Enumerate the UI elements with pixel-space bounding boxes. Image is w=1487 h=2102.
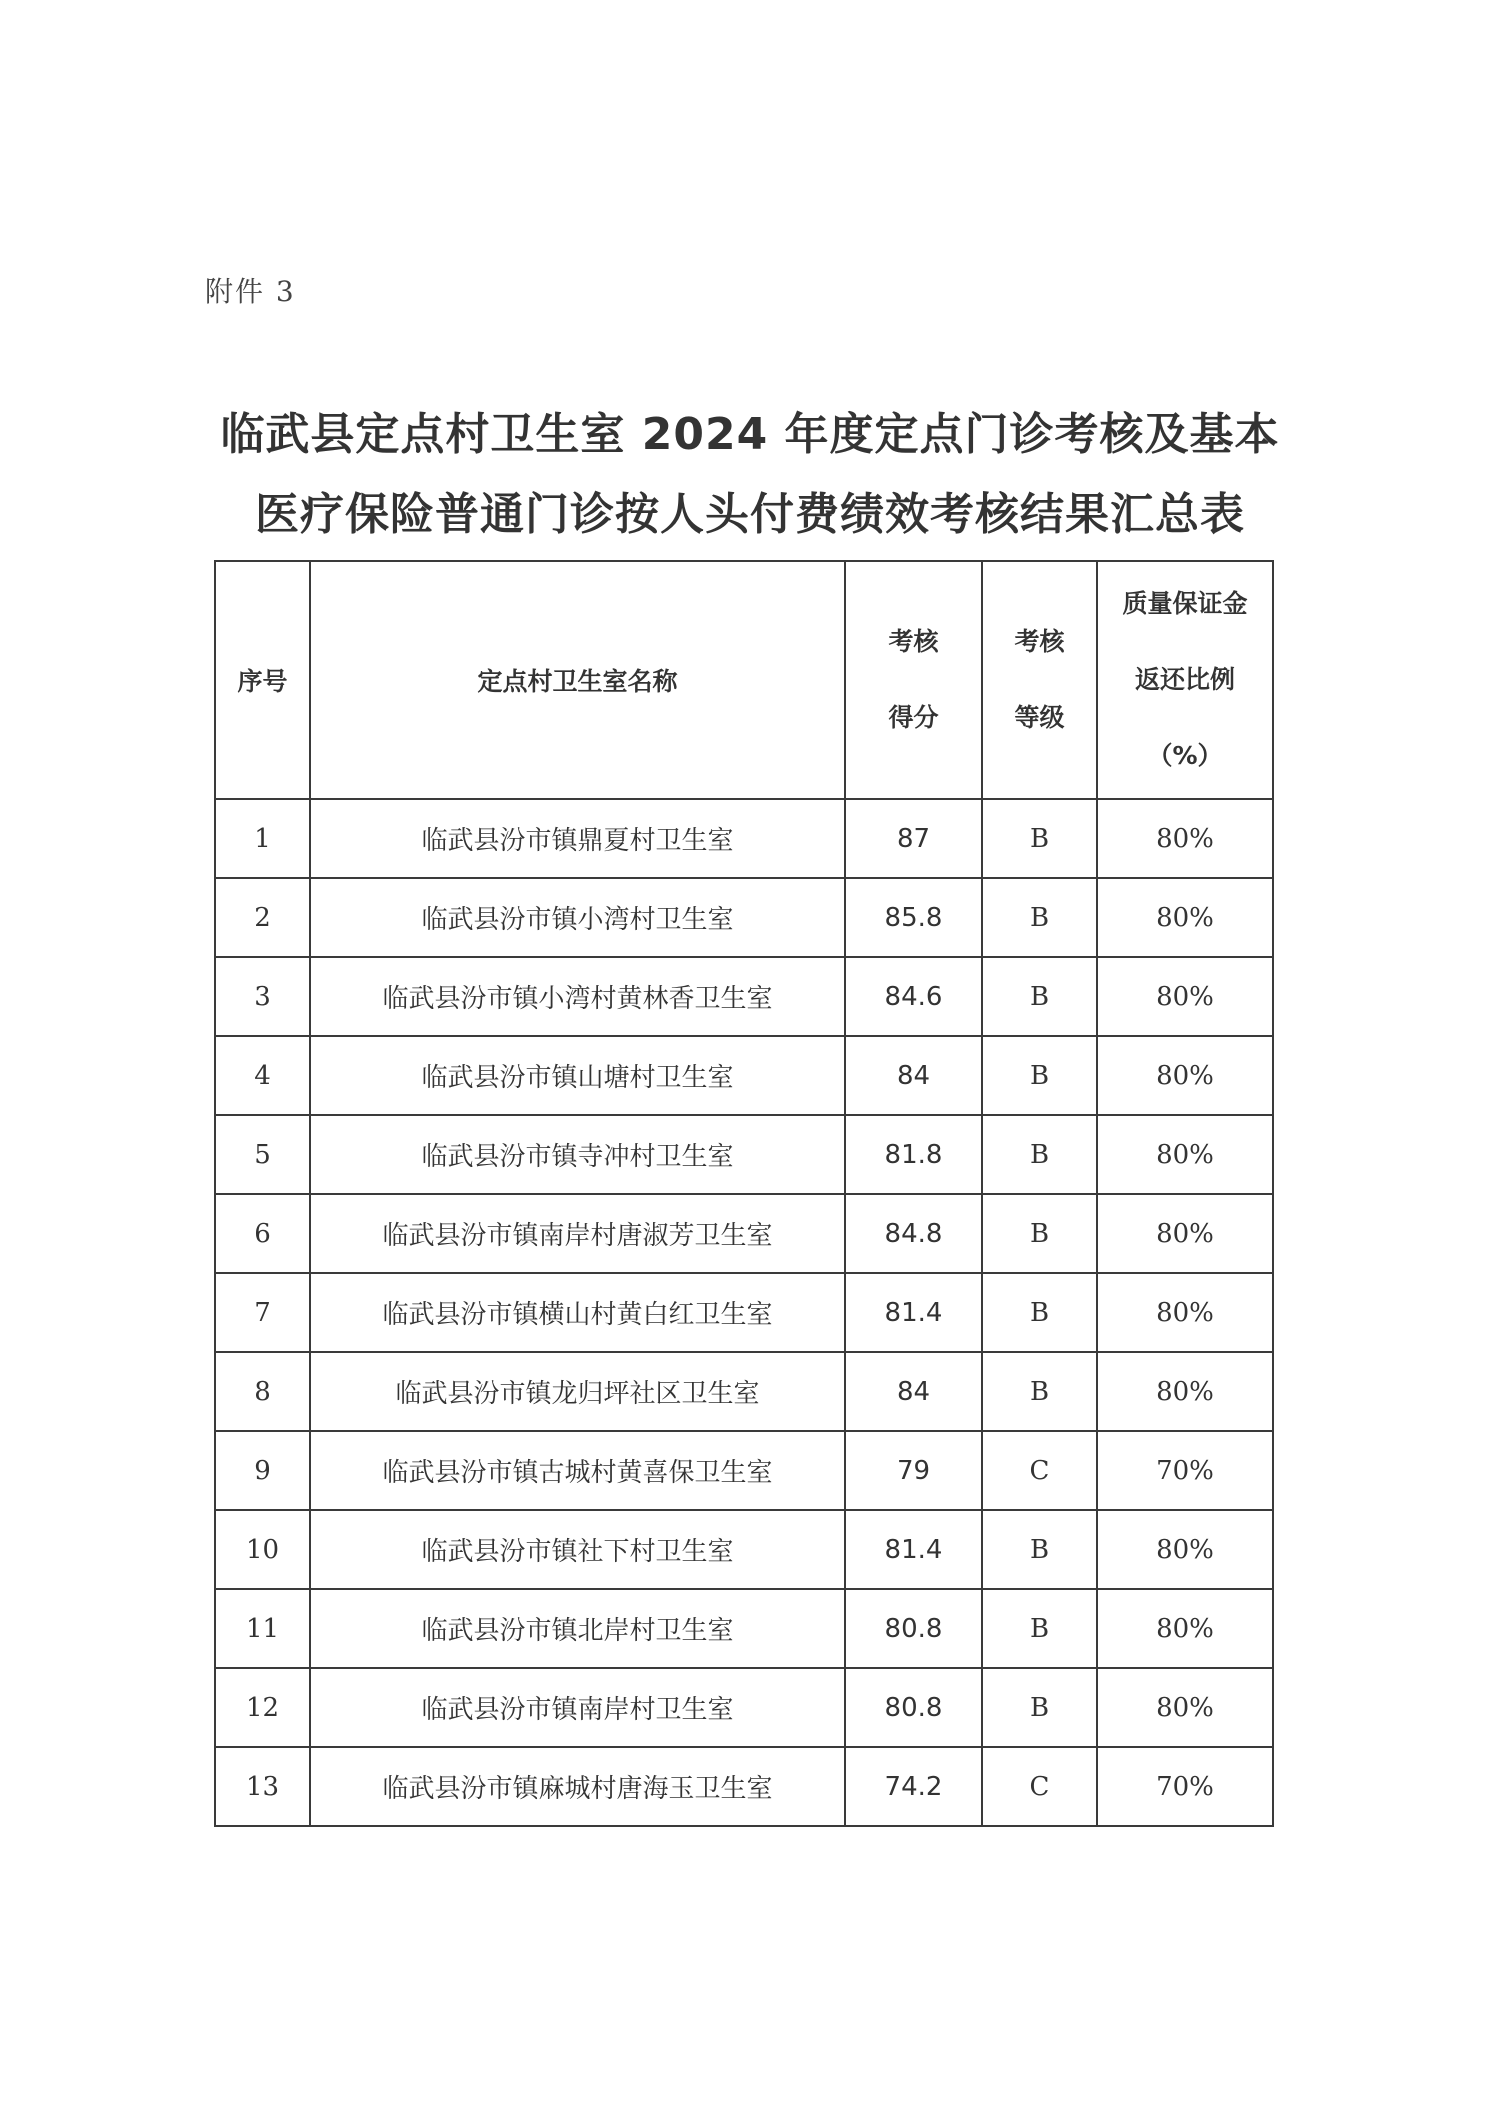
row-index: 5 xyxy=(215,1115,310,1194)
row-grade: B xyxy=(982,1352,1097,1431)
row-grade: B xyxy=(982,957,1097,1036)
row-index: 13 xyxy=(215,1747,310,1826)
row-clinic-name: 临武县汾市镇龙归坪社区卫生室 xyxy=(310,1352,845,1431)
row-grade: B xyxy=(982,799,1097,878)
header-ratio-line-2: 返还比例 xyxy=(1134,665,1235,694)
row-clinic-name: 临武县汾市镇小湾村黄林香卫生室 xyxy=(310,957,845,1036)
table-row xyxy=(215,1115,1273,1194)
document-title-line-2: 医疗保险普通门诊按人头付费绩效考核结果汇总表 xyxy=(255,489,1245,540)
header-ratio-line-3: （%） xyxy=(1147,741,1223,770)
row-grade: B xyxy=(982,1273,1097,1352)
header-ratio xyxy=(1097,561,1273,799)
results-table xyxy=(214,560,1274,1827)
row-ratio: 80% xyxy=(1097,1668,1273,1747)
header-name-label: 定点村卫生室名称 xyxy=(477,667,678,696)
row-score: 79 xyxy=(845,1431,982,1510)
row-score: 80.8 xyxy=(845,1668,982,1747)
row-score: 74.2 xyxy=(845,1747,982,1826)
row-score: 85.8 xyxy=(845,878,982,957)
row-score: 84.6 xyxy=(845,957,982,1036)
header-grade xyxy=(982,561,1097,799)
row-clinic-name: 临武县汾市镇山塘村卫生室 xyxy=(310,1036,845,1115)
row-index: 8 xyxy=(215,1352,310,1431)
row-score: 80.8 xyxy=(845,1589,982,1668)
row-index: 3 xyxy=(215,957,310,1036)
row-clinic-name: 临武县汾市镇寺冲村卫生室 xyxy=(310,1115,845,1194)
row-score: 84 xyxy=(845,1352,982,1431)
table-row xyxy=(215,799,1273,878)
row-ratio: 80% xyxy=(1097,957,1273,1036)
row-score: 81.8 xyxy=(845,1115,982,1194)
row-clinic-name: 临武县汾市镇社下村卫生室 xyxy=(310,1510,845,1589)
document-title-line-1: 临武县定点村卫生室 2024 年度定点门诊考核及基本 xyxy=(220,409,1280,460)
row-ratio: 80% xyxy=(1097,1115,1273,1194)
header-grade-line-2: 等级 xyxy=(1014,703,1065,732)
table-row xyxy=(215,1510,1273,1589)
row-clinic-name: 临武县汾市镇横山村黄白红卫生室 xyxy=(310,1273,845,1352)
row-score: 84 xyxy=(845,1036,982,1115)
row-index: 11 xyxy=(215,1589,310,1668)
table-row xyxy=(215,1431,1273,1510)
table-row xyxy=(215,1036,1273,1115)
row-clinic-name: 临武县汾市镇鼎夏村卫生室 xyxy=(310,799,845,878)
attachment-label: 附件 3 xyxy=(205,275,296,308)
table-row xyxy=(215,957,1273,1036)
row-clinic-name: 临武县汾市镇麻城村唐海玉卫生室 xyxy=(310,1747,845,1826)
table-row xyxy=(215,1589,1273,1668)
header-score xyxy=(845,561,982,799)
row-index: 6 xyxy=(215,1194,310,1273)
row-ratio: 80% xyxy=(1097,1589,1273,1668)
table-header-row xyxy=(215,561,1273,799)
row-grade: B xyxy=(982,1668,1097,1747)
row-grade: B xyxy=(982,1510,1097,1589)
header-grade-line-1: 考核 xyxy=(1014,627,1065,656)
header-name xyxy=(310,561,845,799)
row-grade: B xyxy=(982,878,1097,957)
header-index xyxy=(215,561,310,799)
table-row xyxy=(215,878,1273,957)
row-score: 81.4 xyxy=(845,1273,982,1352)
row-ratio: 80% xyxy=(1097,799,1273,878)
row-ratio: 80% xyxy=(1097,1036,1273,1115)
header-score-line-1: 考核 xyxy=(888,627,939,656)
row-clinic-name: 临武县汾市镇北岸村卫生室 xyxy=(310,1589,845,1668)
table-row xyxy=(215,1352,1273,1431)
row-ratio: 80% xyxy=(1097,1194,1273,1273)
row-ratio: 80% xyxy=(1097,1352,1273,1431)
row-index: 12 xyxy=(215,1668,310,1747)
row-grade: B xyxy=(982,1036,1097,1115)
row-index: 2 xyxy=(215,878,310,957)
row-score: 87 xyxy=(845,799,982,878)
table-row xyxy=(215,1273,1273,1352)
row-index: 9 xyxy=(215,1431,310,1510)
table-row xyxy=(215,1668,1273,1747)
row-index: 1 xyxy=(215,799,310,878)
row-grade: C xyxy=(982,1747,1097,1826)
row-ratio: 70% xyxy=(1097,1431,1273,1510)
row-ratio: 70% xyxy=(1097,1747,1273,1826)
header-ratio-line-1: 质量保证金 xyxy=(1122,589,1248,618)
row-ratio: 80% xyxy=(1097,1510,1273,1589)
row-grade: B xyxy=(982,1115,1097,1194)
table-row xyxy=(215,1747,1273,1826)
row-clinic-name: 临武县汾市镇南岸村卫生室 xyxy=(310,1668,845,1747)
row-score: 84.8 xyxy=(845,1194,982,1273)
row-clinic-name: 临武县汾市镇小湾村卫生室 xyxy=(310,878,845,957)
row-index: 7 xyxy=(215,1273,310,1352)
row-index: 4 xyxy=(215,1036,310,1115)
row-clinic-name: 临武县汾市镇南岸村唐淑芳卫生室 xyxy=(310,1194,845,1273)
row-grade: B xyxy=(982,1589,1097,1668)
row-score: 81.4 xyxy=(845,1510,982,1589)
row-grade: C xyxy=(982,1431,1097,1510)
header-index-label: 序号 xyxy=(237,667,288,696)
row-ratio: 80% xyxy=(1097,878,1273,957)
row-clinic-name: 临武县汾市镇古城村黄喜保卫生室 xyxy=(310,1431,845,1510)
header-score-line-2: 得分 xyxy=(888,703,939,732)
table-row xyxy=(215,1194,1273,1273)
row-index: 10 xyxy=(215,1510,310,1589)
row-ratio: 80% xyxy=(1097,1273,1273,1352)
row-grade: B xyxy=(982,1194,1097,1273)
